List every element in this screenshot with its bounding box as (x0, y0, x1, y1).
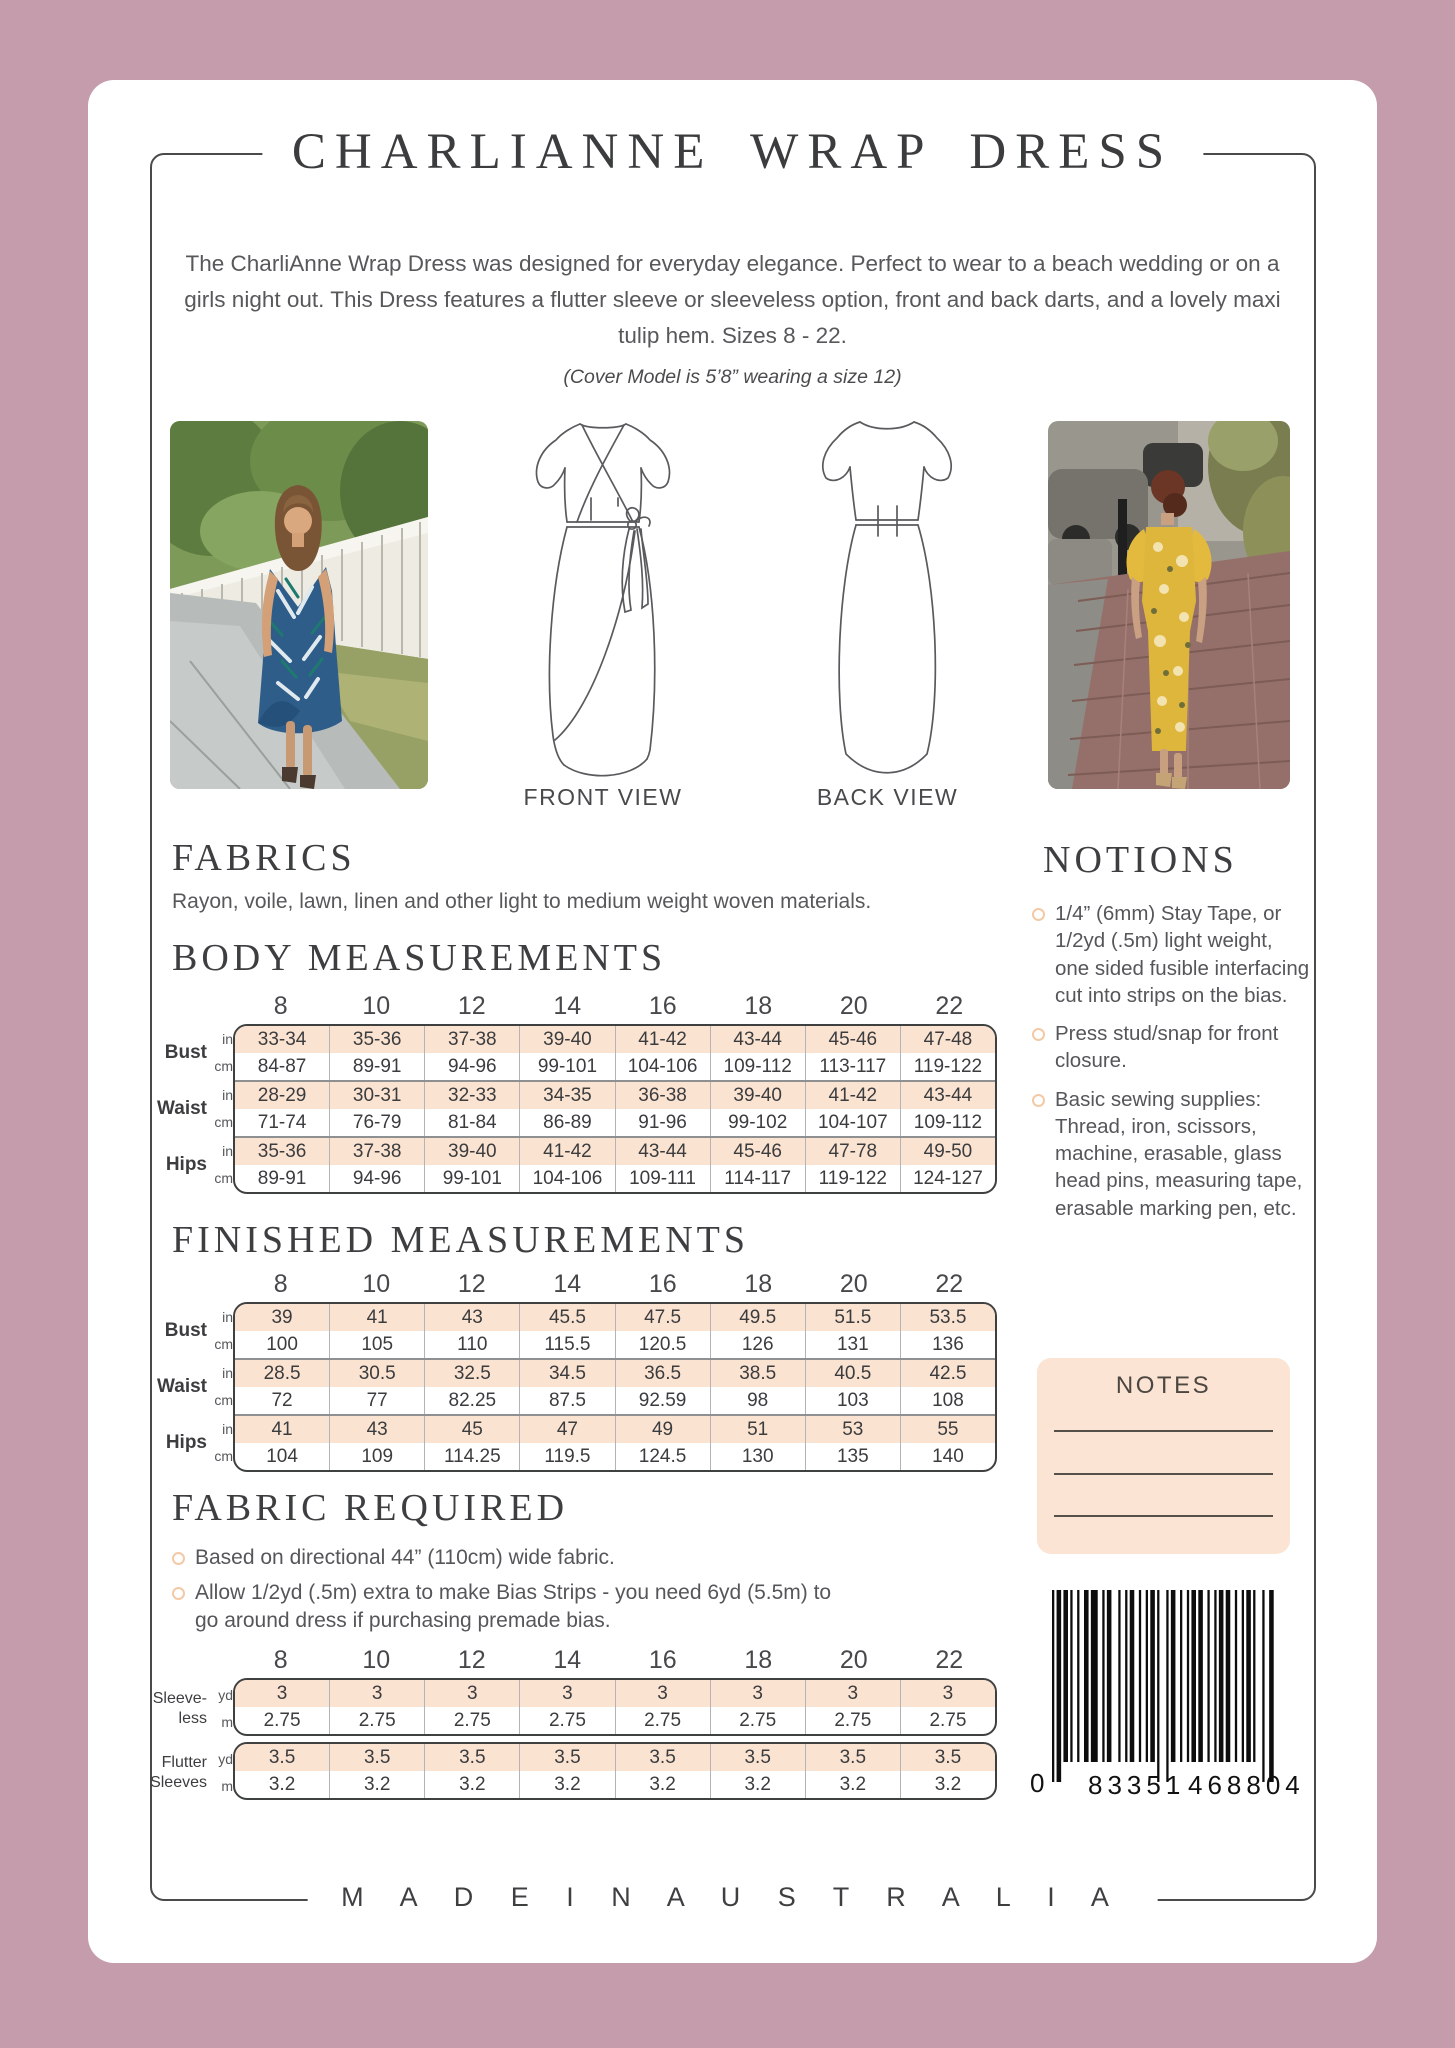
table-cell: 94-96 (329, 1165, 424, 1192)
row-label: Waist in cm (157, 1365, 233, 1408)
bullet-item: 1/4” (6mm) Stay Tape, or 1/2yd (.5m) light weight, one sided fusible interfacing cut into strips on the bias. (1032, 900, 1310, 1009)
page-title: CHARLIANNE WRAP DRESS (262, 118, 1203, 186)
row-label: Hips in cm (165, 1143, 233, 1186)
circle-bullet-icon (1032, 1028, 1045, 1041)
fabric-required-heading: FABRIC REQUIRED (172, 1487, 569, 1529)
table-cell: 45 (424, 1416, 519, 1443)
table-cell: 94-96 (424, 1053, 519, 1080)
size-column-header: 22 (935, 1270, 964, 1298)
table-cell: 2.75 (424, 1707, 519, 1734)
table-cell: 39-40 (519, 1026, 614, 1053)
table-cell: 36.5 (615, 1360, 710, 1387)
table-cell: 3.2 (424, 1771, 519, 1798)
table-cell: 2.75 (900, 1707, 995, 1734)
table-cell: 109-112 (900, 1109, 995, 1136)
table-cell: 43 (329, 1416, 424, 1443)
table-cell: 119.5 (519, 1443, 614, 1470)
fabrics-heading: FABRICS (172, 837, 356, 879)
size-column-header: 22 (935, 1646, 964, 1674)
table-cell: 140 (900, 1443, 995, 1470)
cover-photo-front (170, 421, 428, 789)
size-column-header: 14 (553, 1646, 582, 1674)
table-cell: 39-40 (424, 1138, 519, 1165)
table-cell: 136 (900, 1331, 995, 1358)
table-cell: 45-46 (805, 1026, 900, 1053)
table-cell: 30.5 (329, 1360, 424, 1387)
table-cell: 104-107 (805, 1109, 900, 1136)
fabrics-text: Rayon, voile, lawn, linen and other light to medium weight woven materials. (172, 890, 872, 913)
notes-writing-line (1054, 1515, 1273, 1517)
table-cell: 3.2 (329, 1771, 424, 1798)
table-cell: 3 (805, 1680, 900, 1707)
table-cell: 114-117 (710, 1165, 805, 1192)
made-in-australia: M A D E I N A U S T R A L I A (307, 1878, 1158, 1916)
barcode-bars (1052, 1590, 1276, 1788)
table-cell: 35-36 (329, 1026, 424, 1053)
table-cell: 53.5 (900, 1304, 995, 1331)
table-cell: 104 (266, 1446, 298, 1467)
notes-writing-line (1054, 1473, 1273, 1475)
table-cell: 99-102 (710, 1109, 805, 1136)
table-cell: 109 (329, 1443, 424, 1470)
table-cell: 47 (519, 1416, 614, 1443)
table-cell: 47.5 (615, 1304, 710, 1331)
front-view-drawing (492, 410, 714, 778)
table-cell: 34-35 (519, 1082, 614, 1109)
table-cell: 41-42 (805, 1082, 900, 1109)
table-cell: 45.5 (519, 1304, 614, 1331)
table-cell: 3 (900, 1680, 995, 1707)
notes-writing-line (1054, 1430, 1273, 1432)
table-cell: 109-111 (615, 1165, 710, 1192)
size-column-header: 8 (273, 1646, 288, 1674)
table-cell: 3 (329, 1680, 424, 1707)
table-cell: 82.25 (424, 1387, 519, 1414)
table-cell: 87.5 (519, 1387, 614, 1414)
size-column-header: 14 (553, 1270, 582, 1298)
table-cell: 3.2 (615, 1771, 710, 1798)
table-cell: 2.75 (615, 1707, 710, 1734)
table-cell: 32.5 (424, 1360, 519, 1387)
table-cell: 2.75 (519, 1707, 614, 1734)
table-cell: 41 (271, 1419, 293, 1440)
table-cell: 28-29 (257, 1085, 307, 1106)
table-cell: 39-40 (710, 1082, 805, 1109)
size-column-header: 18 (744, 992, 773, 1020)
size-column-header: 22 (935, 992, 964, 1020)
row-label: Hips in cm (165, 1421, 233, 1464)
table-cell: 124.5 (615, 1443, 710, 1470)
table-cell: 86-89 (519, 1109, 614, 1136)
table-cell: 3.5 (615, 1744, 710, 1771)
table-cell: 113-117 (805, 1053, 900, 1080)
table-cell: 53 (805, 1416, 900, 1443)
circle-bullet-icon (1032, 908, 1045, 921)
table-cell: 43-44 (710, 1026, 805, 1053)
cover-photo-front-illustration (170, 421, 428, 789)
size-column-header: 12 (457, 992, 486, 1020)
table-cell: 3.2 (519, 1771, 614, 1798)
bullet-item: Press stud/snap for front closure. (1032, 1020, 1310, 1075)
table-cell: 3.5 (710, 1744, 805, 1771)
table-cell: 71-74 (257, 1112, 307, 1133)
table-cell: 3.5 (268, 1747, 296, 1768)
table-cell: 104-106 (519, 1165, 614, 1192)
cover-model-note: (Cover Model is 5’8” wearing a size 12) (563, 366, 902, 388)
table-cell: 38.5 (710, 1360, 805, 1387)
table-cell: 41-42 (519, 1138, 614, 1165)
table-cell: 49 (615, 1416, 710, 1443)
table-cell: 109-112 (710, 1053, 805, 1080)
table-cell: 98 (710, 1387, 805, 1414)
notes-heading: NOTES (1115, 1372, 1212, 1399)
front-view-sketch (492, 410, 714, 778)
circle-bullet-icon (172, 1552, 185, 1565)
table-cell: 3.2 (268, 1774, 296, 1795)
back-view-drawing (780, 410, 995, 778)
circle-bullet-icon (172, 1587, 185, 1600)
table-cell: 103 (805, 1387, 900, 1414)
table-cell: 2.75 (329, 1707, 424, 1734)
back-view-sketch (780, 410, 995, 778)
finished-measurements-table (157, 1270, 997, 1472)
table-cell: 35-36 (257, 1141, 307, 1162)
table-cell: 39 (271, 1307, 293, 1328)
table-cell: 33-34 (257, 1029, 307, 1050)
table-cell: 100 (266, 1334, 298, 1355)
size-column-header: 8 (273, 1270, 288, 1298)
table-cell: 3.2 (900, 1771, 995, 1798)
table-cell: 43-44 (615, 1138, 710, 1165)
table-cell: 3.5 (329, 1744, 424, 1771)
table-cell: 124-127 (900, 1165, 995, 1192)
table-cell: 3 (615, 1680, 710, 1707)
table-cell: 47-78 (805, 1138, 900, 1165)
table-cell: 91-96 (615, 1109, 710, 1136)
table-cell: 77 (329, 1387, 424, 1414)
table-cell: 84-87 (257, 1056, 307, 1077)
table-cell: 108 (900, 1387, 995, 1414)
row-label: Waist in cm (157, 1087, 233, 1130)
size-column-header: 8 (273, 992, 288, 1020)
table-cell: 89-91 (257, 1168, 307, 1189)
size-column-header: 20 (839, 992, 868, 1020)
table-cell: 135 (805, 1443, 900, 1470)
row-label: Sleeve- less yd m (152, 1687, 233, 1730)
table-cell: 3 (710, 1680, 805, 1707)
table-cell: 37-38 (424, 1026, 519, 1053)
table-cell: 42.5 (900, 1360, 995, 1387)
fabric-required-notes (172, 1544, 852, 1642)
table-cell: 28.5 (263, 1363, 301, 1384)
table-cell: 72 (271, 1390, 293, 1411)
size-column-header: 16 (648, 992, 677, 1020)
table-cell: 130 (710, 1443, 805, 1470)
table-cell: 49-50 (900, 1138, 995, 1165)
upc-barcode (1030, 1590, 1305, 1818)
table-cell: 3 (424, 1680, 519, 1707)
row-label: Bust in cm (164, 1031, 233, 1074)
table-cell: 32-33 (424, 1082, 519, 1109)
dress-description: The CharliAnne Wrap Dress was designed for everyday elegance. Perfect to wear to a beach wedding or on a girls night out. This Dress features a flutter sleeve or sleeveless option, front and back darts, and a lovely maxi tulip hem. Sizes 8 - 22. (184, 251, 1281, 348)
table-cell: 41 (329, 1304, 424, 1331)
circle-bullet-icon (1032, 1094, 1045, 1107)
size-column-header: 10 (362, 1646, 391, 1674)
table-cell: 55 (900, 1416, 995, 1443)
finished-measurements-heading: FINISHED MEASUREMENTS (172, 1219, 749, 1261)
size-column-header: 14 (553, 992, 582, 1020)
table-cell: 92.59 (615, 1387, 710, 1414)
table-cell: 76-79 (329, 1109, 424, 1136)
table-cell: 110 (424, 1331, 519, 1358)
table-cell: 115.5 (519, 1331, 614, 1358)
table-cell: 2.75 (263, 1710, 301, 1731)
size-column-header: 18 (744, 1646, 773, 1674)
table-cell: 2.75 (710, 1707, 805, 1734)
barcode-digit-left: 0 (1030, 1768, 1045, 1798)
table-cell: 2.75 (805, 1707, 900, 1734)
table-cell: 119-122 (900, 1053, 995, 1080)
table-cell: 51.5 (805, 1304, 900, 1331)
size-column-header: 10 (362, 992, 391, 1020)
table-cell: 119-122 (805, 1165, 900, 1192)
size-column-header: 20 (839, 1646, 868, 1674)
body-measurements-heading: BODY MEASUREMENTS (172, 937, 667, 979)
table-cell: 99-101 (424, 1165, 519, 1192)
table-cell: 40.5 (805, 1360, 900, 1387)
table-cell: 36-38 (615, 1082, 710, 1109)
table-cell: 99-101 (519, 1053, 614, 1080)
table-cell: 3 (276, 1683, 288, 1704)
bullet-item: Basic sewing supplies: Thread, iron, scissors, machine, erasable, glass head pins, measuring tape, erasable marking pen, etc. (1032, 1086, 1310, 1222)
size-column-header: 12 (457, 1646, 486, 1674)
envelope-card (88, 80, 1377, 1963)
table-cell: 43-44 (900, 1082, 995, 1109)
table-cell: 30-31 (329, 1082, 424, 1109)
front-view-label: FRONT VIEW (523, 784, 683, 810)
table-cell: 37-38 (329, 1138, 424, 1165)
notions-list (1032, 900, 1310, 1233)
table-cell: 3.5 (805, 1744, 900, 1771)
table-cell: 34.5 (519, 1360, 614, 1387)
table-cell: 3 (519, 1680, 614, 1707)
size-column-header: 10 (362, 1270, 391, 1298)
notes-box (1037, 1358, 1290, 1554)
cover-photo-back (1048, 421, 1290, 789)
bullet-item: Allow 1/2yd (.5m) extra to make Bias Strips - you need 6yd (5.5m) to go around dress if purchasing premade bias. (172, 1579, 852, 1635)
fabric-required-table (150, 1646, 997, 1806)
table-cell: 43 (424, 1304, 519, 1331)
back-view-label: BACK VIEW (816, 784, 959, 810)
row-label: Bust in cm (164, 1309, 233, 1352)
barcode-digits-right: 468804 (1188, 1770, 1305, 1800)
table-cell: 120.5 (615, 1331, 710, 1358)
table-cell: 104-106 (615, 1053, 710, 1080)
size-column-header: 16 (648, 1270, 677, 1298)
table-cell: 3.5 (424, 1744, 519, 1771)
table-cell: 3.2 (710, 1771, 805, 1798)
table-cell: 3.2 (805, 1771, 900, 1798)
table-cell: 47-48 (900, 1026, 995, 1053)
table-cell: 89-91 (329, 1053, 424, 1080)
table-cell: 49.5 (710, 1304, 805, 1331)
table-cell: 51 (710, 1416, 805, 1443)
notions-heading: NOTIONS (1043, 839, 1238, 881)
bullet-item: Based on directional 44” (110cm) wide fabric. (172, 1544, 852, 1572)
barcode-digits-mid: 83351 (1088, 1770, 1186, 1800)
size-column-header: 20 (839, 1270, 868, 1298)
table-cell: 81-84 (424, 1109, 519, 1136)
body-measurements-table (157, 992, 997, 1194)
size-column-header: 12 (457, 1270, 486, 1298)
table-cell: 105 (329, 1331, 424, 1358)
table-cell: 45-46 (710, 1138, 805, 1165)
table-cell: 126 (710, 1331, 805, 1358)
table-cell: 131 (805, 1331, 900, 1358)
row-label: Flutter Sleeves yd m (150, 1751, 233, 1794)
size-column-header: 18 (744, 1270, 773, 1298)
table-cell: 3.5 (900, 1744, 995, 1771)
size-column-header: 16 (648, 1646, 677, 1674)
table-cell: 114.25 (424, 1443, 519, 1470)
table-cell: 41-42 (615, 1026, 710, 1053)
cover-photo-back-illustration (1048, 421, 1290, 789)
table-cell: 3.5 (519, 1744, 614, 1771)
